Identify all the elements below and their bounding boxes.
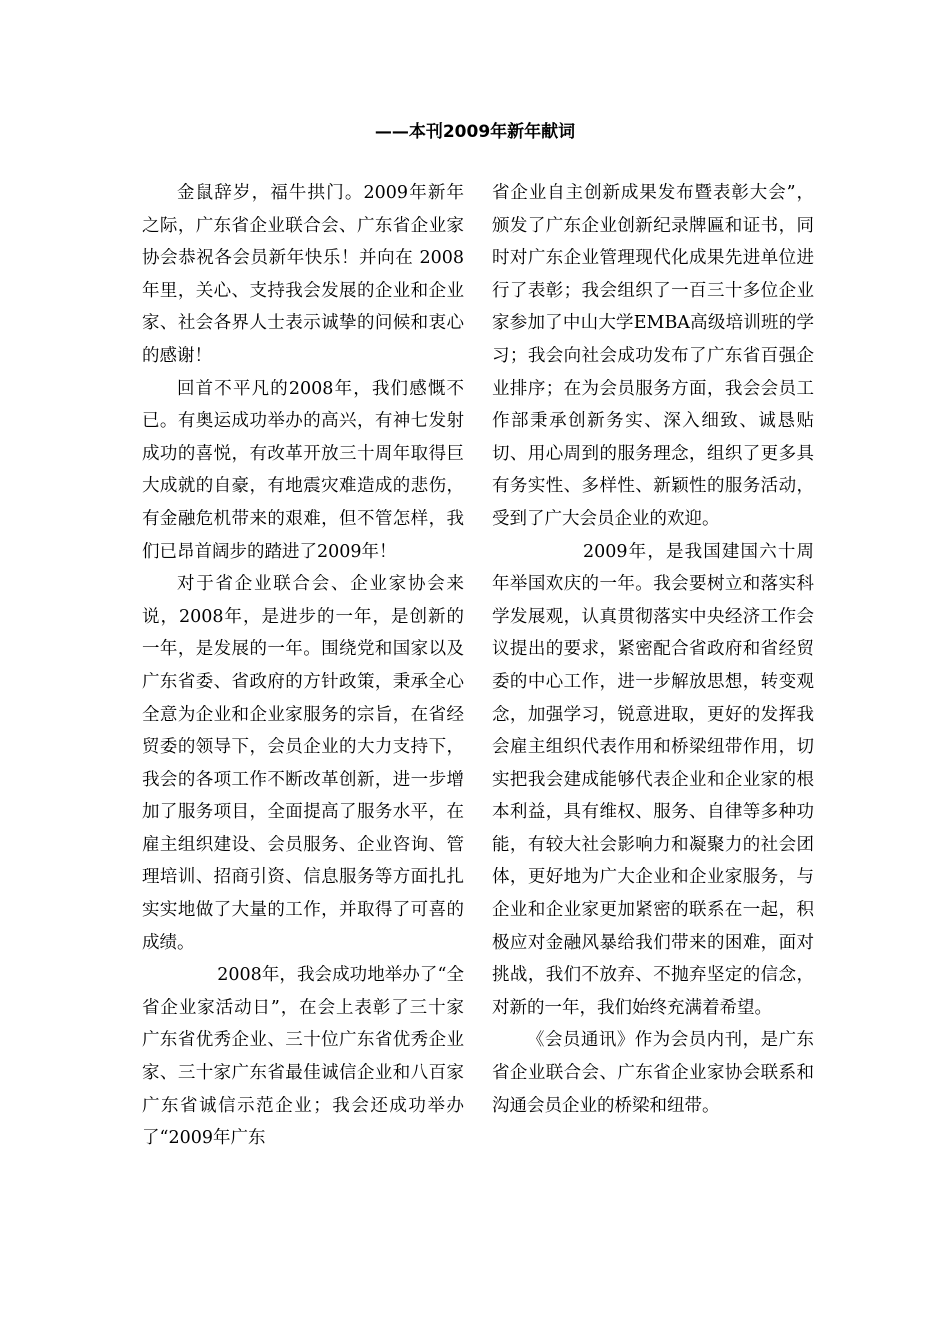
paragraph-outlook-2009: 2009年，是我国建国六十周年举国欢庆的一年。我会要树立和落实科学发展观，认真贯彻落实中央经济工作会议提出的要求，紧密配合省政府和省经贸委的中心工作，进一步解放思想，转变观念，加强学习，锐意进取，更好的发挥我会雇主组织代表作用和桥梁纽带作用，切实把我会建成能够代表企业和企业家的根本利益，具有维权、服务、自律等多种功能，有较大社会影响力和凝聚力的社会团体，更好地为广大企业和企业家服务，与企业和企业家更加紧密的联系在一起，积极应对金融风暴给我们带来的困难，面对挑战，我们不放弃、不抛弃坚定的信念，对新的一年，我们始终充满着希望。 xyxy=(492,541,814,1018)
paragraph-events-continued: 省企业自主创新成果发布暨表彰大会”，颁发了广东企业创新纪录牌匾和证书，同时对广东企业管理现代化成果先进单位进行了表彰；我会组织了一百三十多位企业家参加了中山大学EMBA高级培训班的学习；我会向社会成功发布了广东省百强企业排序；在为会员服务方面，我会会员工作部秉承创新务实、深入细致、诚恳贴切、用心周到的服务理念，组织了更多具有务实性、多样性、新颖性的服务活动，受到了广大会员企业的欢迎。 xyxy=(492,183,814,529)
paragraph-progress-2008: 对于省企业联合会、企业家协会来说，2008年，是进步的一年，是创新的一年，是发展的一年。围绕党和国家以及广东省委、省政府的方针政策，秉承全心全意为企业和企业家服务的宗旨，在省经贸委的领导下，会员企业的大力支持下，我会的各项工作不断改革创新，进一步增加了服务项目，全面提高了服务水平，在雇主组织建设、会员服务、企业咨询、管理培训、招商引资、信息服务等方面扎扎实实地做了大量的工作，并取得了可喜的成绩。 xyxy=(142,574,464,953)
paragraph-review-2008: 回首不平凡的2008年，我们感慨不已。有奥运成功举办的高兴，有神七发射成功的喜悦，有改革开放三十周年取得巨大成就的自豪，有地震灾难造成的悲伤，有金融危机带来的艰难，但不管怎样，我们已昂首阔步的踏进了2009年！ xyxy=(142,378,464,562)
paragraph-new-year-greeting: 金鼠辞岁，福牛拱门。2009年新年之际，广东省企业联合会、广东省企业家协会恭祝各会员新年快乐！并向在 2008年里，关心、支持我会发展的企业和企业家、社会各界人士表示诚挚的问候和衷心的感谢！ xyxy=(142,183,464,366)
left-column xyxy=(142,177,464,1155)
page-title: ——本刊2009年新年献词 xyxy=(374,122,576,142)
right-column xyxy=(492,177,814,1122)
paragraph-newsletter: 《会员通讯》作为会员内刊，是广东省企业联合会、广东省企业家协会联系和沟通会员企业的桥梁和纽带。 xyxy=(492,1030,814,1116)
paragraph-events-2008: 2008年，我会成功地举办了“全省企业家活动日”，在会上表彰了三十家广东省优秀企业、三十位广东省优秀企业家、三十家广东省最佳诚信企业和八百家广东省诚信示范企业；我会还成功举办了“2009年广东 xyxy=(142,965,464,1149)
